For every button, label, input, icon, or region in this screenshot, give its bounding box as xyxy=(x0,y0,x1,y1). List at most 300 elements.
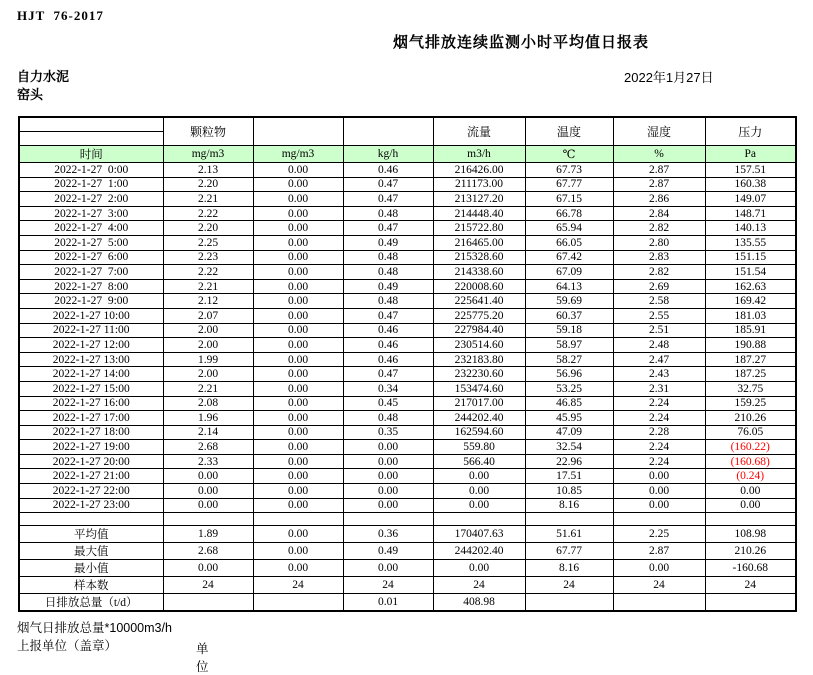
table-header xyxy=(19,117,796,163)
value-cell: 67.42 xyxy=(525,250,613,265)
value-cell: 32.54 xyxy=(525,440,613,455)
unit-celsius: ℃ xyxy=(525,146,613,163)
value-cell xyxy=(253,513,343,526)
table-row xyxy=(19,323,796,338)
value-cell: 0.47 xyxy=(343,308,433,323)
value-cell: 215722.80 xyxy=(433,221,525,236)
table-row xyxy=(19,498,796,513)
value-cell: 0.00 xyxy=(253,469,343,484)
value-cell: 0.00 xyxy=(253,454,343,469)
value-cell: 2.21 xyxy=(163,381,253,396)
value-cell: 2.80 xyxy=(613,235,705,250)
row-label-cell: 2022-1-27 3:00 xyxy=(19,206,163,221)
value-cell: (160.22) xyxy=(705,440,796,455)
value-cell: 0.00 xyxy=(163,498,253,513)
value-cell: 0.00 xyxy=(253,560,343,577)
value-cell: 0.00 xyxy=(253,221,343,236)
table-row xyxy=(19,411,796,426)
value-cell: 162594.60 xyxy=(433,425,525,440)
value-cell: 2.24 xyxy=(613,454,705,469)
value-cell: 210.26 xyxy=(705,543,796,560)
summary-row xyxy=(19,560,796,577)
value-cell: 0.00 xyxy=(253,543,343,560)
value-cell: 2.47 xyxy=(613,352,705,367)
value-cell: 0.00 xyxy=(253,440,343,455)
value-cell: 0.00 xyxy=(613,484,705,499)
value-cell: 2.86 xyxy=(613,192,705,207)
unit-pa: Pa xyxy=(705,146,796,163)
value-cell: 149.07 xyxy=(705,192,796,207)
table-row xyxy=(19,440,796,455)
value-cell: 0.00 xyxy=(343,560,433,577)
value-cell: 51.61 xyxy=(525,526,613,543)
row-label-cell: 2022-1-27 21:00 xyxy=(19,469,163,484)
row-label-cell: 2022-1-27 10:00 xyxy=(19,308,163,323)
value-cell: 0.48 xyxy=(343,250,433,265)
value-cell: 0.00 xyxy=(253,526,343,543)
value-cell: 232230.60 xyxy=(433,367,525,382)
report-date: 2022年1月27日 xyxy=(624,70,714,85)
table-row xyxy=(19,352,796,367)
value-cell: 2.87 xyxy=(613,177,705,192)
table-row xyxy=(19,367,796,382)
value-cell: 160.38 xyxy=(705,177,796,192)
value-cell: 0.00 xyxy=(253,177,343,192)
value-cell: 225775.20 xyxy=(433,308,525,323)
unit-percent: % xyxy=(613,146,705,163)
value-cell: 24 xyxy=(705,577,796,594)
value-cell: 0.00 xyxy=(163,560,253,577)
table-row xyxy=(19,177,796,192)
value-cell: 0.47 xyxy=(343,221,433,236)
time-header-blank-cell xyxy=(19,117,163,146)
value-cell: 181.03 xyxy=(705,308,796,323)
value-cell: 2.31 xyxy=(613,381,705,396)
value-cell: 2.23 xyxy=(163,250,253,265)
value-cell: 0.48 xyxy=(343,265,433,280)
value-cell: 53.25 xyxy=(525,381,613,396)
value-cell: 2.51 xyxy=(613,323,705,338)
value-cell: 67.73 xyxy=(525,163,613,178)
value-cell: 2.25 xyxy=(613,526,705,543)
value-cell: 0.01 xyxy=(343,594,433,612)
value-cell: 8.16 xyxy=(525,498,613,513)
value-cell: 185.91 xyxy=(705,323,796,338)
value-cell: 65.94 xyxy=(525,221,613,236)
value-cell: 2.24 xyxy=(613,396,705,411)
table-row xyxy=(19,221,796,236)
value-cell: 10.85 xyxy=(525,484,613,499)
value-cell: 0.00 xyxy=(343,440,433,455)
value-cell: 56.96 xyxy=(525,367,613,382)
value-cell: 0.46 xyxy=(343,352,433,367)
value-cell: 0.00 xyxy=(433,484,525,499)
monitoring-table xyxy=(18,116,797,612)
value-cell: 2.21 xyxy=(163,279,253,294)
row-label-cell: 平均值 xyxy=(19,526,163,543)
value-cell: 1.96 xyxy=(163,411,253,426)
value-cell: 0.00 xyxy=(253,484,343,499)
row-label-cell: 2022-1-27 0:00 xyxy=(19,163,163,178)
time-column-label: 时间 xyxy=(19,146,163,163)
value-cell: 0.46 xyxy=(343,323,433,338)
value-cell: 2.58 xyxy=(613,294,705,309)
value-cell: 157.51 xyxy=(705,163,796,178)
value-cell: 58.97 xyxy=(525,338,613,353)
value-cell: 24 xyxy=(343,577,433,594)
value-cell: 0.00 xyxy=(343,498,433,513)
value-cell: 0.48 xyxy=(343,411,433,426)
value-cell: 2.48 xyxy=(613,338,705,353)
value-cell: 2.83 xyxy=(613,250,705,265)
value-cell xyxy=(163,594,253,612)
value-cell: 0.47 xyxy=(343,177,433,192)
value-cell: 67.77 xyxy=(525,543,613,560)
value-cell: 140.13 xyxy=(705,221,796,236)
value-cell: 0.00 xyxy=(253,308,343,323)
table-row xyxy=(19,192,796,207)
value-cell: 47.09 xyxy=(525,425,613,440)
value-cell: 2.12 xyxy=(163,294,253,309)
table-row xyxy=(19,163,796,178)
row-label-cell: 样本数 xyxy=(19,577,163,594)
header-split-line xyxy=(20,118,163,132)
value-cell: 0.00 xyxy=(253,250,343,265)
value-cell: 67.15 xyxy=(525,192,613,207)
value-cell: 170407.63 xyxy=(433,526,525,543)
value-cell: 2.55 xyxy=(613,308,705,323)
table-row xyxy=(19,235,796,250)
value-cell: 2.20 xyxy=(163,221,253,236)
value-cell: (160.68) xyxy=(705,454,796,469)
summary-row xyxy=(19,543,796,560)
header-unit-row xyxy=(19,146,796,163)
report-unit-label: 上报单位（盖章） xyxy=(17,639,118,653)
value-cell xyxy=(525,513,613,526)
value-cell: 17.51 xyxy=(525,469,613,484)
value-cell xyxy=(433,513,525,526)
value-cell: 60.37 xyxy=(525,308,613,323)
value-cell: 76.05 xyxy=(705,425,796,440)
value-cell: 227984.40 xyxy=(433,323,525,338)
company-name: 自力水泥 xyxy=(17,69,70,84)
value-cell: 108.98 xyxy=(705,526,796,543)
column-header-flow: 流量 xyxy=(433,117,525,146)
value-cell: 66.78 xyxy=(525,206,613,221)
value-cell: 0.00 xyxy=(343,484,433,499)
value-cell: 2.43 xyxy=(613,367,705,382)
value-cell: 230514.60 xyxy=(433,338,525,353)
value-cell: 2.08 xyxy=(163,396,253,411)
value-cell: 2.82 xyxy=(613,265,705,280)
row-label-cell: 2022-1-27 7:00 xyxy=(19,265,163,280)
value-cell: 2.87 xyxy=(613,543,705,560)
value-cell: 559.80 xyxy=(433,440,525,455)
value-cell: 2.68 xyxy=(163,543,253,560)
value-cell: 213127.20 xyxy=(433,192,525,207)
value-cell: 2.21 xyxy=(163,192,253,207)
unit-m3-h: m3/h xyxy=(433,146,525,163)
value-cell: (0.24) xyxy=(705,469,796,484)
value-cell: 244202.40 xyxy=(433,411,525,426)
row-label-cell: 2022-1-27 19:00 xyxy=(19,440,163,455)
summary-row xyxy=(19,594,796,612)
column-header-temperature: 温度 xyxy=(525,117,613,146)
row-label-cell: 2022-1-27 15:00 xyxy=(19,381,163,396)
row-label-cell: 2022-1-27 1:00 xyxy=(19,177,163,192)
row-label-cell: 2022-1-27 12:00 xyxy=(19,338,163,353)
value-cell: 225641.40 xyxy=(433,294,525,309)
value-cell: 0.00 xyxy=(163,469,253,484)
value-cell: 0.00 xyxy=(253,235,343,250)
value-cell xyxy=(163,513,253,526)
value-cell: 2.87 xyxy=(613,163,705,178)
value-cell: 217017.00 xyxy=(433,396,525,411)
value-cell xyxy=(253,594,343,612)
table-row xyxy=(19,381,796,396)
flue-gas-total-note: 烟气日排放总量*10000m3/h xyxy=(17,621,172,635)
table-row xyxy=(19,469,796,484)
column-header-humidity: 湿度 xyxy=(613,117,705,146)
value-cell: 0.00 xyxy=(253,163,343,178)
row-label-cell: 2022-1-27 8:00 xyxy=(19,279,163,294)
value-cell: 0.00 xyxy=(253,396,343,411)
table-row xyxy=(19,308,796,323)
row-label-cell: 2022-1-27 18:00 xyxy=(19,425,163,440)
value-cell: 64.13 xyxy=(525,279,613,294)
value-cell: 2.28 xyxy=(613,425,705,440)
value-cell: 2.20 xyxy=(163,177,253,192)
table-body xyxy=(19,163,796,612)
value-cell: -160.68 xyxy=(705,560,796,577)
column-header-blank-1 xyxy=(253,117,343,146)
value-cell: 2.25 xyxy=(163,235,253,250)
table-row xyxy=(19,206,796,221)
value-cell: 66.05 xyxy=(525,235,613,250)
value-cell: 0.00 xyxy=(343,454,433,469)
value-cell: 0.48 xyxy=(343,294,433,309)
value-cell xyxy=(705,513,796,526)
value-cell: 0.00 xyxy=(253,352,343,367)
value-cell xyxy=(613,513,705,526)
value-cell: 67.09 xyxy=(525,265,613,280)
value-cell: 0.36 xyxy=(343,526,433,543)
value-cell: 169.42 xyxy=(705,294,796,309)
value-cell: 24 xyxy=(613,577,705,594)
value-cell: 0.00 xyxy=(433,469,525,484)
value-cell: 151.54 xyxy=(705,265,796,280)
value-cell: 0.00 xyxy=(253,323,343,338)
value-cell: 135.55 xyxy=(705,235,796,250)
value-cell: 0.00 xyxy=(253,265,343,280)
value-cell: 0.00 xyxy=(163,484,253,499)
column-header-pressure: 压力 xyxy=(705,117,796,146)
value-cell: 214448.40 xyxy=(433,206,525,221)
value-cell: 46.85 xyxy=(525,396,613,411)
row-label-cell: 2022-1-27 5:00 xyxy=(19,235,163,250)
value-cell: 0.45 xyxy=(343,396,433,411)
table-row xyxy=(19,484,796,499)
value-cell: 211173.00 xyxy=(433,177,525,192)
value-cell: 2.14 xyxy=(163,425,253,440)
row-label-cell: 2022-1-27 11:00 xyxy=(19,323,163,338)
page-title: 烟气排放连续监测小时平均值日报表 xyxy=(393,34,650,51)
value-cell: 216465.00 xyxy=(433,235,525,250)
row-label-cell: 2022-1-27 16:00 xyxy=(19,396,163,411)
value-cell: 0.00 xyxy=(253,279,343,294)
value-cell: 58.27 xyxy=(525,352,613,367)
row-label-cell: 2022-1-27 4:00 xyxy=(19,221,163,236)
value-cell: 2.24 xyxy=(613,440,705,455)
row-label-cell xyxy=(19,513,163,526)
unit-mg-m3-2: mg/m3 xyxy=(253,146,343,163)
value-cell: 2.00 xyxy=(163,338,253,353)
value-cell: 0.34 xyxy=(343,381,433,396)
row-label-cell: 2022-1-27 23:00 xyxy=(19,498,163,513)
value-cell: 190.88 xyxy=(705,338,796,353)
value-cell xyxy=(705,594,796,612)
value-cell: 67.77 xyxy=(525,177,613,192)
value-cell: 214338.60 xyxy=(433,265,525,280)
value-cell: 0.00 xyxy=(253,367,343,382)
unit-kg-h: kg/h xyxy=(343,146,433,163)
value-cell: 187.25 xyxy=(705,367,796,382)
value-cell: 24 xyxy=(253,577,343,594)
value-cell: 0.47 xyxy=(343,192,433,207)
value-cell: 2.00 xyxy=(163,323,253,338)
value-cell: 0.00 xyxy=(705,498,796,513)
row-label-cell: 2022-1-27 17:00 xyxy=(19,411,163,426)
value-cell: 24 xyxy=(525,577,613,594)
value-cell: 244202.40 xyxy=(433,543,525,560)
value-cell xyxy=(613,594,705,612)
value-cell: 59.69 xyxy=(525,294,613,309)
column-header-particulate: 颗粒物 xyxy=(163,117,253,146)
table-row xyxy=(19,265,796,280)
value-cell: 0.49 xyxy=(343,235,433,250)
value-cell: 0.35 xyxy=(343,425,433,440)
value-cell: 0.00 xyxy=(433,560,525,577)
value-cell: 566.40 xyxy=(433,454,525,469)
value-cell: 0.48 xyxy=(343,206,433,221)
footer-signature-line xyxy=(17,636,209,674)
table-row xyxy=(19,425,796,440)
value-cell: 0.00 xyxy=(253,294,343,309)
value-cell: 0.46 xyxy=(343,163,433,178)
row-label-cell: 最大值 xyxy=(19,543,163,560)
row-label-cell: 2022-1-27 9:00 xyxy=(19,294,163,309)
table-row xyxy=(19,454,796,469)
value-cell: 151.15 xyxy=(705,250,796,265)
value-cell: 159.25 xyxy=(705,396,796,411)
value-cell: 0.49 xyxy=(343,543,433,560)
value-cell: 2.24 xyxy=(613,411,705,426)
value-cell: 232183.80 xyxy=(433,352,525,367)
unit-label: 单位 xyxy=(196,642,209,674)
value-cell: 0.00 xyxy=(253,338,343,353)
value-cell: 32.75 xyxy=(705,381,796,396)
value-cell: 24 xyxy=(163,577,253,594)
value-cell: 2.00 xyxy=(163,367,253,382)
value-cell: 0.00 xyxy=(613,469,705,484)
value-cell: 0.00 xyxy=(613,560,705,577)
row-label-cell: 2022-1-27 20:00 xyxy=(19,454,163,469)
row-label-cell: 日排放总量（t/d） xyxy=(19,594,163,612)
table-row xyxy=(19,294,796,309)
station-name: 窑头 xyxy=(17,87,44,102)
value-cell: 210.26 xyxy=(705,411,796,426)
value-cell: 162.63 xyxy=(705,279,796,294)
row-label-cell: 2022-1-27 13:00 xyxy=(19,352,163,367)
value-cell: 0.00 xyxy=(433,498,525,513)
value-cell: 24 xyxy=(433,577,525,594)
value-cell: 153474.60 xyxy=(433,381,525,396)
value-cell: 215328.60 xyxy=(433,250,525,265)
value-cell: 0.00 xyxy=(343,469,433,484)
summary-row xyxy=(19,526,796,543)
summary-row xyxy=(19,577,796,594)
table-row xyxy=(19,396,796,411)
value-cell: 0.00 xyxy=(253,411,343,426)
value-cell: 2.68 xyxy=(163,440,253,455)
unit-mg-m3-1: mg/m3 xyxy=(163,146,253,163)
standard-code: HJT 76-2017 xyxy=(17,8,104,23)
value-cell: 0.00 xyxy=(613,498,705,513)
value-cell: 408.98 xyxy=(433,594,525,612)
value-cell: 187.27 xyxy=(705,352,796,367)
value-cell: 216426.00 xyxy=(433,163,525,178)
row-label-cell: 2022-1-27 14:00 xyxy=(19,367,163,382)
value-cell: 2.07 xyxy=(163,308,253,323)
value-cell: 0.00 xyxy=(253,425,343,440)
value-cell: 0.00 xyxy=(253,192,343,207)
table-row xyxy=(19,250,796,265)
value-cell: 0.47 xyxy=(343,367,433,382)
row-label-cell: 2022-1-27 6:00 xyxy=(19,250,163,265)
column-header-blank-2 xyxy=(343,117,433,146)
value-cell: 0.00 xyxy=(253,206,343,221)
value-cell: 59.18 xyxy=(525,323,613,338)
value-cell: 2.22 xyxy=(163,265,253,280)
value-cell: 148.71 xyxy=(705,206,796,221)
value-cell: 1.89 xyxy=(163,526,253,543)
value-cell: 2.33 xyxy=(163,454,253,469)
value-cell xyxy=(343,513,433,526)
value-cell: 2.22 xyxy=(163,206,253,221)
value-cell: 22.96 xyxy=(525,454,613,469)
value-cell: 2.13 xyxy=(163,163,253,178)
value-cell: 45.95 xyxy=(525,411,613,426)
value-cell: 0.00 xyxy=(253,381,343,396)
spacer-row xyxy=(19,513,796,526)
row-label-cell: 2022-1-27 2:00 xyxy=(19,192,163,207)
value-cell xyxy=(525,594,613,612)
value-cell: 220008.60 xyxy=(433,279,525,294)
value-cell: 0.49 xyxy=(343,279,433,294)
value-cell: 2.69 xyxy=(613,279,705,294)
value-cell: 2.84 xyxy=(613,206,705,221)
table-row xyxy=(19,279,796,294)
value-cell: 0.00 xyxy=(253,498,343,513)
header-group-row xyxy=(19,117,796,146)
row-label-cell: 2022-1-27 22:00 xyxy=(19,484,163,499)
value-cell: 8.16 xyxy=(525,560,613,577)
value-cell: 0.46 xyxy=(343,338,433,353)
value-cell: 0.00 xyxy=(705,484,796,499)
table-row xyxy=(19,338,796,353)
value-cell: 2.82 xyxy=(613,221,705,236)
value-cell: 1.99 xyxy=(163,352,253,367)
